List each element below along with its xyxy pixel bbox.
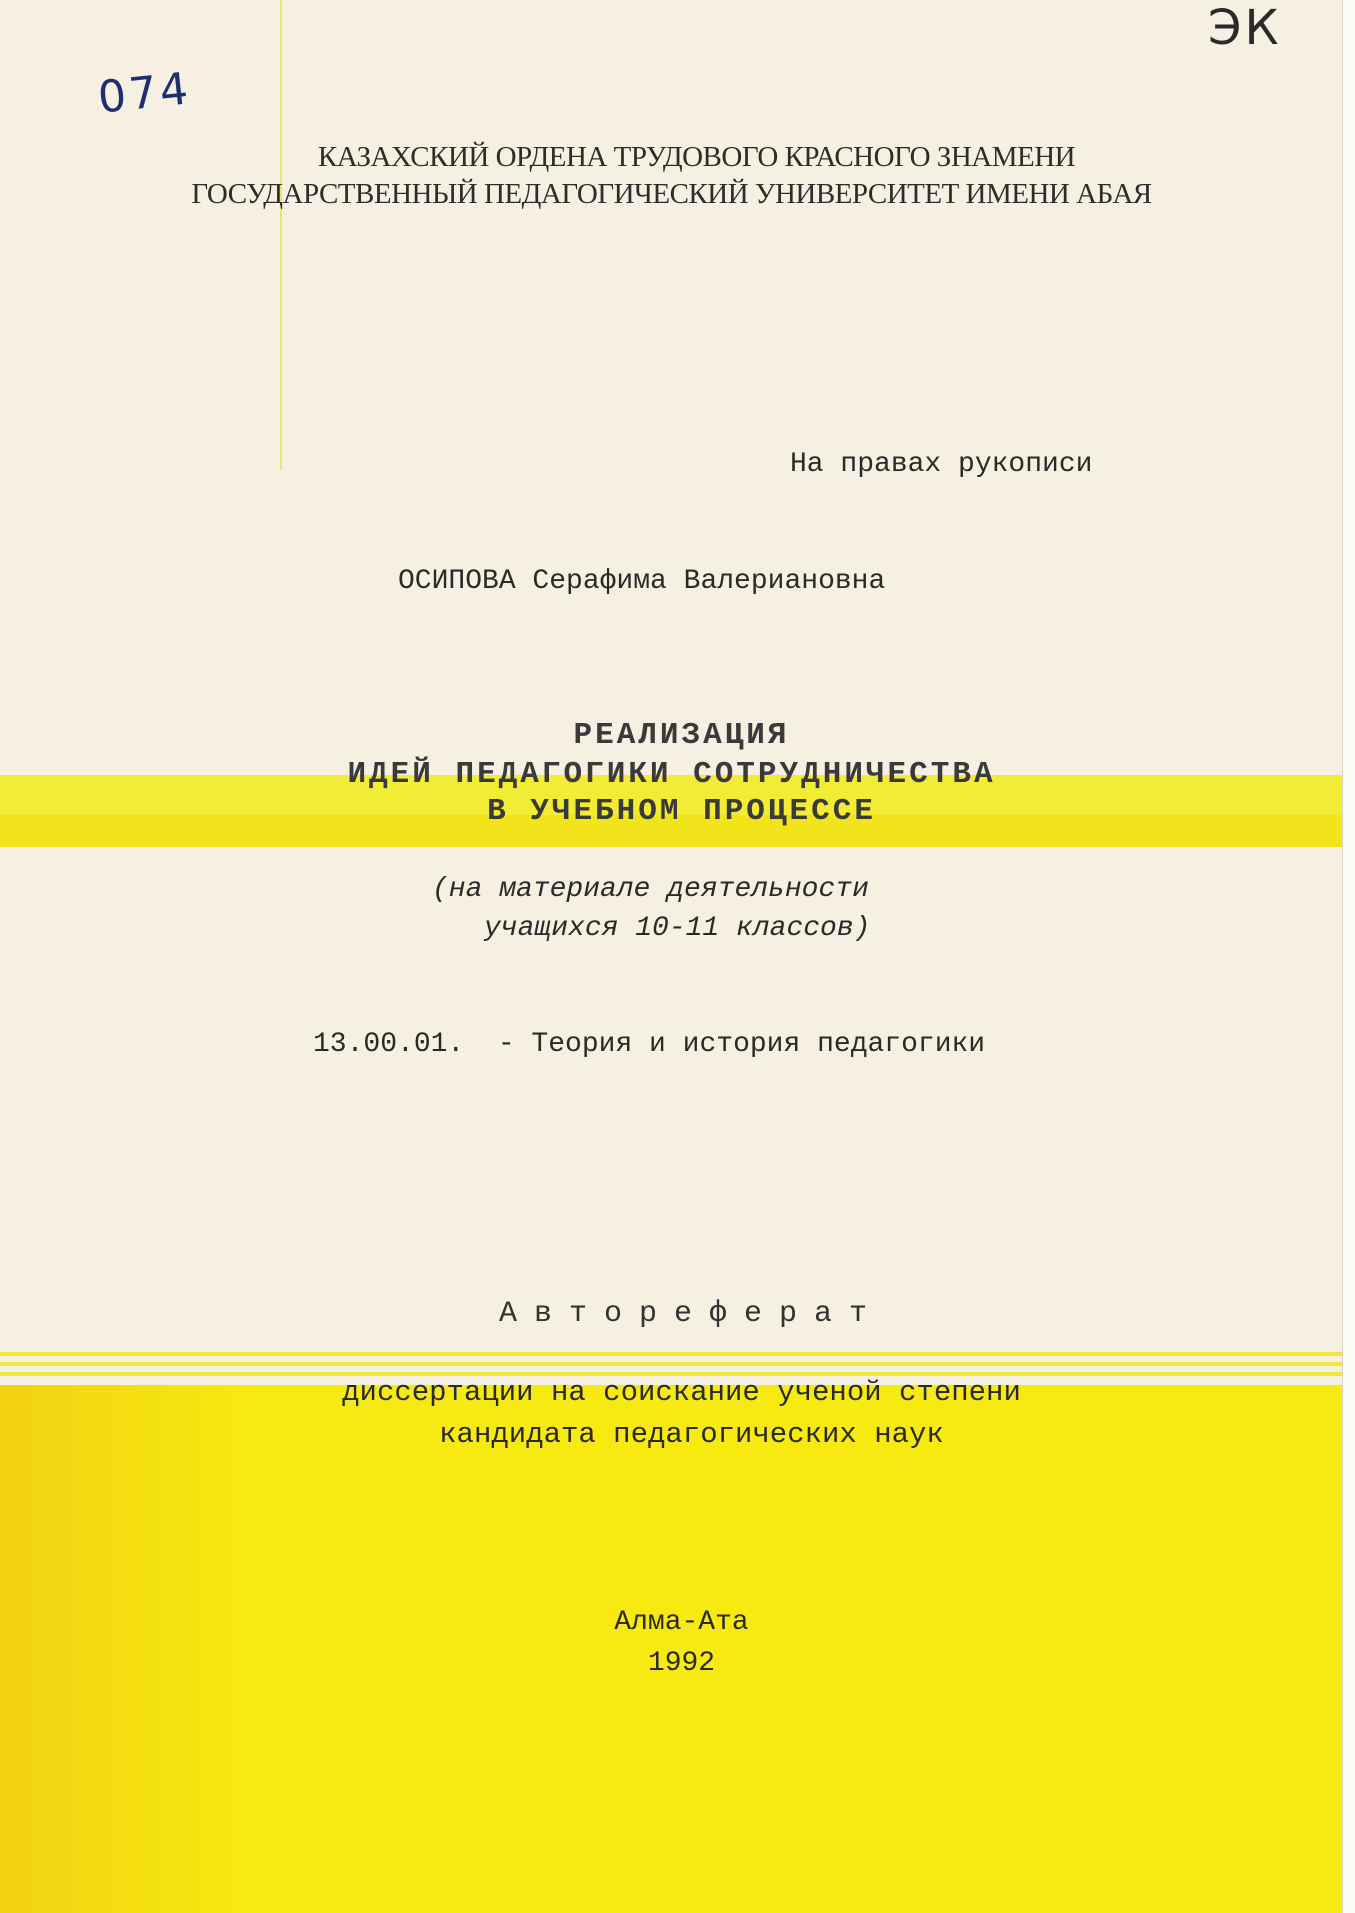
specialty-code: 13.00.01. - Теория и история педагогики bbox=[313, 1029, 986, 1060]
document-type: Автореферат bbox=[498, 1297, 885, 1331]
handwritten-mark: ЭК bbox=[1208, 0, 1282, 56]
publication-city: Алма-Ата bbox=[614, 1607, 749, 1638]
subtitle-line-1: (на материале деятельности bbox=[432, 874, 869, 905]
author-name: ОСИПОВА Серафима Валериановна bbox=[398, 566, 886, 597]
degree-line-1: диссертации на соискание ученой степени bbox=[342, 1376, 1021, 1409]
paper-edge bbox=[1342, 0, 1355, 1913]
subtitle-line-2: учащихся 10-11 классов) bbox=[484, 913, 871, 944]
degree-line-2: кандидата педагогических наук bbox=[439, 1418, 944, 1451]
paper-fold-line bbox=[280, 0, 282, 470]
manuscript-rights-note: На правах рукописи bbox=[790, 449, 1093, 480]
university-name-line-1: КАЗАХСКИЙ ОРДЕНА ТРУДОВОГО КРАСНОГО ЗНАМЕНИ bbox=[317, 141, 1076, 173]
handwritten-catalog-number: 074 bbox=[95, 63, 194, 124]
title-line-2: ИДЕЙ ПЕДАГОГИКИ СОТРУДНИЧЕСТВА bbox=[347, 757, 996, 792]
university-name-line-2: ГОСУДАРСТВЕННЫЙ ПЕДАГОГИЧЕСКИЙ УНИВЕРСИТЕТ ИМЕНИ АБАЯ bbox=[191, 178, 1152, 210]
yellow-thin-line-2 bbox=[0, 1362, 1343, 1366]
yellow-thin-line-1 bbox=[0, 1352, 1343, 1356]
publication-year: 1992 bbox=[647, 1648, 716, 1679]
title-line-3: В УЧЕБНОМ ПРОЦЕССЕ bbox=[487, 794, 876, 829]
title-line-1: РЕАЛИЗАЦИЯ bbox=[573, 718, 790, 753]
